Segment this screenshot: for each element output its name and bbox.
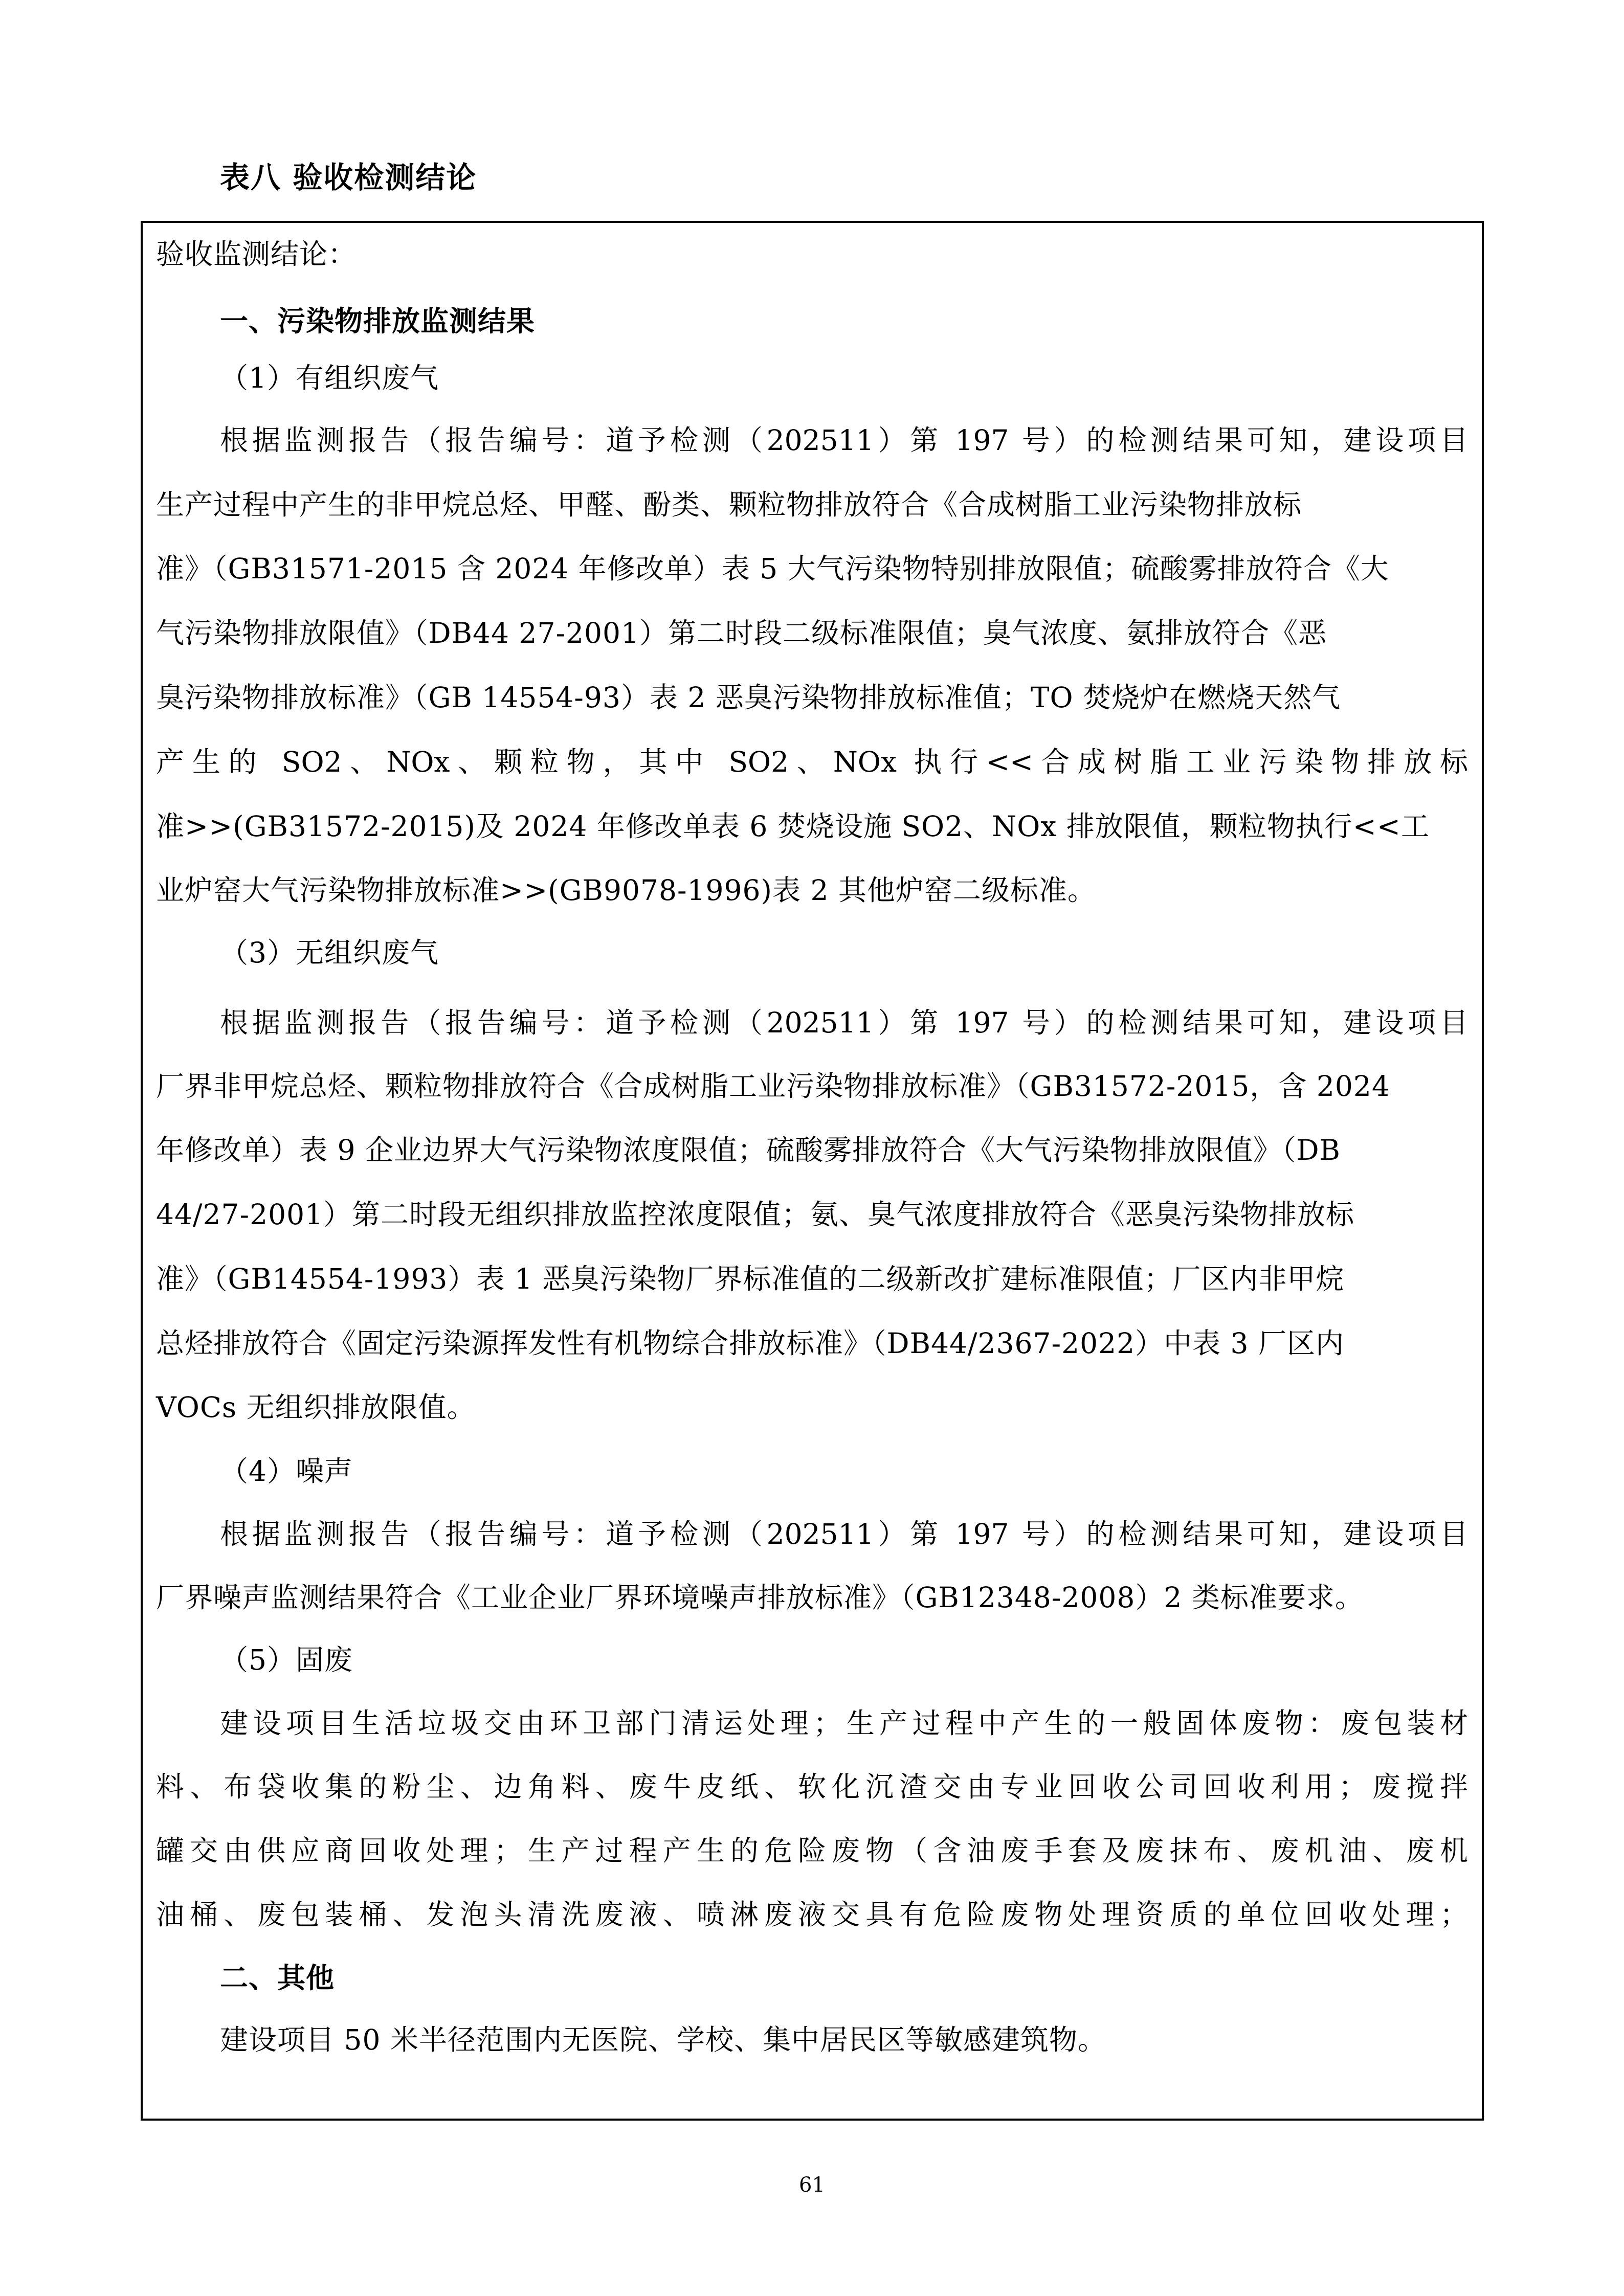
noise-line: 根据监测报告（报告编号：道予检测（202511）第 197 号）的检测结果可知，建设项目 [220, 1518, 1468, 1550]
organized-gas-line: 准>>(GB31572-2015)及 2024 年修改单表 6 焚烧设施 SO2、NOx 排放限值，颗粒物执行<<工 [156, 810, 1430, 843]
solid-waste-line: 油桶、废包装桶、发泡头清洗废液、喷淋废液交具有危险废物处理资质的单位回收处理； [156, 1898, 1468, 1931]
unorganized-gas-line: 厂界非甲烷总烃、颗粒物排放符合《合成树脂工业污染物排放标准》（GB31572-2015，含 2024 [156, 1070, 1390, 1102]
noise-subtitle: （4）噪声 [220, 1455, 353, 1488]
section-1-title: 一、污染物排放监测结果 [220, 304, 536, 337]
solid-waste-line: 罐交由供应商回收处理；生产过程产生的危险废物（含油废手套及废抹布、废机油、废机 [156, 1834, 1468, 1867]
organized-gas-line: 生产过程中产生的非甲烷总烃、甲醛、酚类、颗粒物排放符合《合成树脂工业污染物排放标 [156, 488, 1302, 521]
solid-waste-line: 建设项目生活垃圾交由环卫部门清运处理；生产过程中产生的一般固体废物：废包装材 [220, 1707, 1468, 1740]
unorganized-gas-subtitle: （3）无组织废气 [220, 936, 439, 969]
organized-gas-subtitle: （1）有组织废气 [220, 362, 439, 394]
table-heading: 表八 验收检测结论 [220, 160, 477, 195]
unorganized-gas-line: 总烃排放符合《固定污染源挥发性有机物综合排放标准》（DB44/2367-2022）中表 3 厂区内 [156, 1327, 1345, 1360]
intro-label: 验收监测结论： [156, 238, 357, 271]
solid-waste-line: 料、布袋收集的粉尘、边角料、废牛皮纸、软化沉渣交由专业回收公司回收利用；废搅拌 [156, 1770, 1468, 1803]
organized-gas-line: 准》（GB31571-2015 含 2024 年修改单）表 5 大气污染物特别排放限值；硫酸雾排放符合《大 [156, 552, 1389, 585]
organized-gas-line: 臭污染物排放标准》（GB 14554-93）表 2 恶臭污染物排放标准值；TO 焚烧炉在燃烧天然气 [156, 681, 1341, 714]
unorganized-gas-line: 根据监测报告（报告编号：道予检测（202511）第 197 号）的检测结果可知，建设项目 [220, 1006, 1468, 1039]
organized-gas-line: 气污染物排放限值》（DB44 27-2001）第二时段二级标准限值；臭气浓度、氨排放符合《恶 [156, 617, 1327, 649]
noise-line: 厂界噪声监测结果符合《工业企业厂界环境噪声排放标准》（GB12348-2008）2 类标准要求。 [156, 1581, 1364, 1614]
unorganized-gas-line: 44/27-2001）第二时段无组织排放监控浓度限值；氨、臭气浓度排放符合《恶臭污染物排放标 [156, 1198, 1355, 1231]
section-2-title: 二、其他 [220, 1961, 335, 1994]
section-2-line: 建设项目 50 米半径范围内无医院、学校、集中居民区等敏感建筑物。 [220, 2023, 1106, 2056]
organized-gas-line: 产生的 SO2、NOx、颗粒物，其中 SO2、NOx 执行<<合成树脂工业污染物排放标 [156, 746, 1468, 778]
page-number: 61 [799, 2173, 825, 2197]
unorganized-gas-line: 准》（GB14554-1993）表 1 恶臭污染物厂界标准值的二级新改扩建标准限值；厂区内非甲烷 [156, 1263, 1345, 1295]
organized-gas-line: 根据监测报告（报告编号：道予检测（202511）第 197 号）的检测结果可知，建设项目 [220, 424, 1468, 457]
solid-waste-subtitle: （5）固废 [220, 1644, 353, 1676]
unorganized-gas-line: 年修改单）表 9 企业边界大气污染物浓度限值；硫酸雾排放符合《大气污染物排放限值》（DB [156, 1134, 1341, 1166]
unorganized-gas-line: VOCs 无组织排放限值。 [156, 1391, 476, 1424]
organized-gas-line: 业炉窑大气污染物排放标准>>(GB9078-1996)表 2 其他炉窑二级标准。 [156, 874, 1096, 907]
